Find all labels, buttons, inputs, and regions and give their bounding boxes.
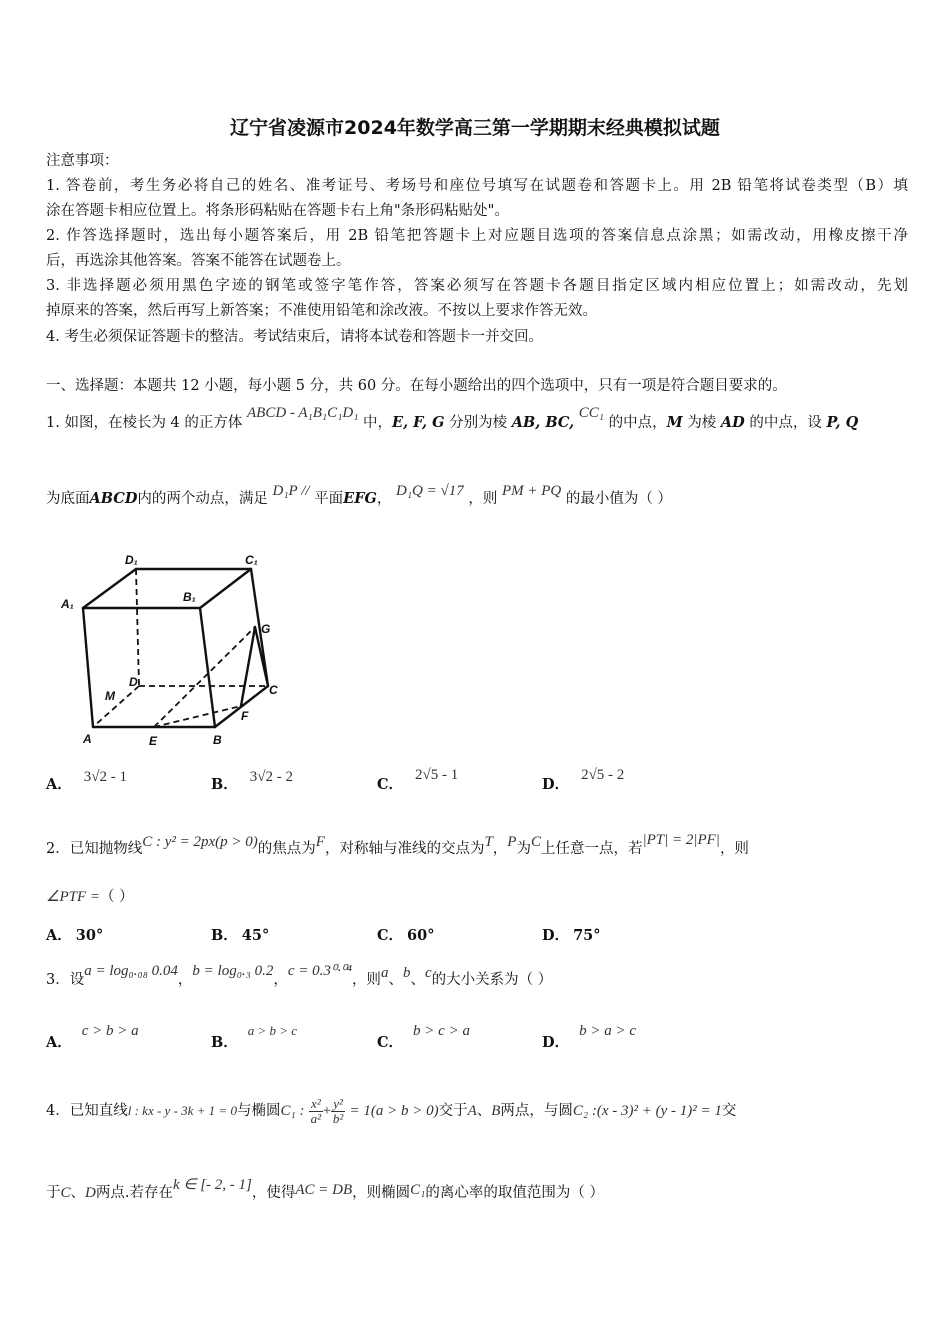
q2-text: 2．已知抛物线: [46, 841, 143, 857]
q2-formula-condition: |PT| = 2|PF|: [642, 832, 720, 848]
q1-text: 的中点，设: [749, 415, 822, 431]
q3-option-b[interactable]: B．a > b > c: [211, 1023, 298, 1051]
q1-text: 的中点，: [608, 415, 667, 431]
label-b1: B₁: [183, 590, 196, 604]
q1-formula-d1p: D₁P //: [272, 483, 310, 499]
label-b: B: [213, 733, 222, 747]
q1-option-a[interactable]: A． 3√2 - 1: [46, 769, 127, 793]
q1-text: 分别为棱: [449, 415, 508, 431]
q3-text: 、: [410, 972, 425, 988]
label-c1: C₁: [245, 553, 258, 567]
q4-formula-ellipse-name: C₁ :: [280, 1103, 305, 1119]
q1-text: 为底面: [46, 491, 90, 507]
edge-b1-b: [200, 608, 215, 727]
q3-text: ，: [273, 972, 288, 988]
label-m: M: [105, 689, 115, 703]
q2-text: 上任意一点，若: [540, 841, 643, 857]
q3-text: ，: [177, 972, 193, 988]
q4-text: 于: [46, 1185, 61, 1201]
q3-option-c[interactable]: C．b > c > a: [377, 1023, 470, 1051]
q4-var-c1: C₁: [410, 1182, 426, 1198]
q3-formula-a: a = log₀.₀₈ 0.04: [84, 963, 178, 979]
question-4-line-2: [46, 1177, 908, 1202]
notice-item-1-line-1: 1. 答卷前，考生务必将自己的姓名、准考证号、考场号和座位号填写在试题卷和答题卡上。用 2B 铅笔将试卷类型（B）填: [46, 178, 908, 194]
notice-item-2-line-1: 2. 作答选择题时，选出每小题答案后，用 2B 铅笔把答题卡上对应题目选项的答案信息点涂黑；如需改动，用橡皮擦干净: [46, 228, 908, 244]
notice-item-3-line-2: 掉原来的答案，然后再写上新答案；不准使用铅笔和涂改液。不按以上要求作答无效。: [46, 303, 597, 319]
hidden-edge-d-a: [93, 686, 139, 727]
label-a1: A₁: [61, 597, 74, 611]
edge-b1-c1: [200, 569, 251, 608]
q3-text: 3．设: [46, 972, 85, 988]
question-3-line-1: [46, 963, 908, 989]
q4-text: 交: [721, 1103, 737, 1119]
question-1-line-2: [46, 483, 908, 508]
q1-text: 的最小值为（ ）: [565, 491, 672, 507]
q1-plane-efg: EFG: [343, 490, 377, 507]
question-1-line-1: [46, 405, 908, 432]
cube-figure: [55, 548, 290, 748]
q4-var-a: A: [467, 1103, 477, 1119]
q2-text: ，: [492, 841, 508, 857]
q2-formula-f: F: [315, 834, 325, 850]
q2-text: （ ）: [100, 889, 134, 905]
q3-var-b: b: [402, 965, 411, 981]
q1-formula-d1q: D₁Q = √17: [395, 483, 464, 499]
notice-item-2-line-2: 后，再选涂其他答案。答案不能答在试题卷上。: [46, 253, 351, 269]
edge-a1-d1: [83, 569, 136, 608]
q2-formula-t: T: [484, 834, 493, 850]
q2-text: 的焦点为: [257, 841, 316, 857]
q1-plane-abcd: ABCD: [89, 490, 138, 507]
q4-text: 与椭圆: [236, 1103, 281, 1119]
q2-formula-p: P: [507, 834, 517, 850]
q2-option-c[interactable]: C． 60°: [377, 927, 435, 944]
q1-formula-cube: ABCD - A₁B₁C₁D₁: [247, 405, 359, 421]
q4-text: 两点，与圆: [500, 1103, 573, 1119]
edge-a1-a: [83, 608, 93, 727]
q1-point-m: M: [666, 414, 683, 431]
label-c: C: [269, 683, 278, 697]
q1-text: 中，: [363, 415, 393, 431]
q4-frac-x: $\frac{\text{x²}}{\text{a²}}$: [310, 1095, 322, 1126]
q2-formula-parabola: C : y² = 2px(p > 0): [142, 834, 258, 850]
label-g: G: [261, 622, 271, 636]
q1-text: 内的两个动点，满足: [137, 491, 268, 507]
q4-var-b: B: [491, 1103, 501, 1119]
q3-formula-c: c = 0.3⁰·⁰⁴: [287, 963, 352, 979]
q4-text: 的离心率的取值范围为（ ）: [425, 1185, 604, 1201]
q4-text: 、: [70, 1185, 86, 1201]
q2-formula-angle: ∠PTF =: [46, 889, 100, 905]
q4-text: 4．已知直线: [46, 1103, 128, 1119]
q2-option-a[interactable]: A． 30°: [46, 927, 104, 944]
notice-heading: 注意事项：: [46, 153, 119, 169]
q2-option-d[interactable]: D． 75°: [542, 927, 601, 944]
q2-text: ，则: [719, 841, 749, 857]
q2-text: ，对称轴与准线的交点为: [324, 841, 485, 857]
q1-points-efg: E, F, G: [392, 414, 445, 431]
q4-frac-y: $\frac{\text{y²}}{\text{b²}}$: [332, 1095, 344, 1126]
notice-item-1-line-2: 涂在答题卡相应位置上。将条形码粘贴在答题卡右上角"条形码粘贴处"。: [46, 203, 509, 219]
q1-option-d[interactable]: D．2√5 - 2: [542, 767, 625, 793]
q4-var-c: C: [60, 1185, 71, 1201]
q3-text: ，则: [351, 972, 381, 988]
q4-text: ，使得: [251, 1185, 296, 1201]
q1-text: 为棱: [687, 415, 717, 431]
q4-text: ，则椭圆: [352, 1185, 411, 1201]
q4-text: 、: [476, 1103, 492, 1119]
q4-text: 两点.若存在: [95, 1185, 173, 1201]
q4-var-d: D: [85, 1185, 96, 1201]
q3-option-d[interactable]: D．b > a > c: [542, 1023, 636, 1051]
q4-formula-ac-db: AC = DB: [295, 1182, 353, 1198]
q4-formula-circle-name: C₂ :: [572, 1103, 597, 1119]
q4-formula-circle: (x - 3)² + (y - 1)² = 1: [596, 1103, 722, 1119]
label-e: E: [149, 734, 158, 748]
q4-formula-ellipse-cond: = 1(a > b > 0): [349, 1103, 439, 1119]
label-a: A: [83, 732, 92, 746]
q4-text: 交于: [438, 1103, 468, 1119]
q1-formula-pm-pq: PM + PQ: [501, 483, 562, 499]
q4-formula-line: l : kx - y - 3k + 1 = 0: [127, 1103, 237, 1118]
q1-option-c[interactable]: C．2√5 - 1: [377, 767, 459, 793]
q3-option-a[interactable]: A．c > b > a: [46, 1023, 139, 1051]
q1-text: ，: [376, 491, 392, 507]
q2-formula-c: C: [530, 834, 541, 850]
label-d1: D₁: [125, 553, 138, 567]
label-d: D: [129, 675, 138, 689]
q3-text: 、: [388, 972, 403, 988]
page-title: 辽宁省凌源市2024年数学高三第一学期期末经典模拟试题: [230, 117, 720, 139]
q3-formula-b: b = log₀.₃ 0.2: [192, 963, 274, 979]
notice-item-3-line-1: 3. 非选择题必须用黑色字迹的钢笔或签字笔作答，答案必须写在答题卡各题目指定区域内相应位置上；如需改动，先划: [46, 278, 908, 294]
q2-option-b[interactable]: B． 45°: [211, 927, 270, 944]
q4-formula-k-range: k ∈ [- 2, - 1]: [172, 1177, 252, 1193]
q1-formula-cc1: CC₁: [578, 405, 605, 421]
q1-text: 平面: [314, 491, 344, 507]
q3-text: 的大小关系为（ ）: [431, 972, 553, 988]
question-2-line-2: [46, 888, 908, 906]
q3-var-c: c: [424, 965, 432, 981]
q3-var-a: a: [380, 965, 389, 981]
question-4-line-1: 4．已知直线l : kx - y - 3k + 1 = 0与椭圆C₁ : $\frac{\text{x²}}{\text{a²}}$ + $\frac{\text{y²}}{\text{b²}}$ = 1(a > b > 0)交于A、B两点，与圆C₂ :(x - 3)² + (y - 1)² = 1交: [46, 1095, 737, 1126]
q1-edges: AB, BC,: [511, 414, 575, 431]
question-2-line-1: [46, 832, 908, 858]
q1-text: ，则: [468, 491, 498, 507]
q1-edge-ad: AD: [720, 414, 745, 431]
hidden-edge-d1-d: [136, 569, 139, 686]
q1-text: 1. 如图，在棱长为 4 的正方体: [46, 415, 243, 431]
label-f: F: [241, 709, 249, 723]
notice-item-4: 4. 考生必须保证答题卡的整洁。考试结束后，请将本试卷和答题卡一并交回。: [46, 329, 543, 345]
q1-option-b[interactable]: B． 3√2 - 2: [211, 769, 293, 793]
q1-points-pq: P, Q: [826, 414, 859, 431]
section-heading: 一、选择题：本题共 12 小题，每小题 5 分，共 60 分。在每小题给出的四个选项中，只有一项是符合题目要求的。: [46, 378, 787, 394]
q2-text: 为: [516, 841, 531, 857]
